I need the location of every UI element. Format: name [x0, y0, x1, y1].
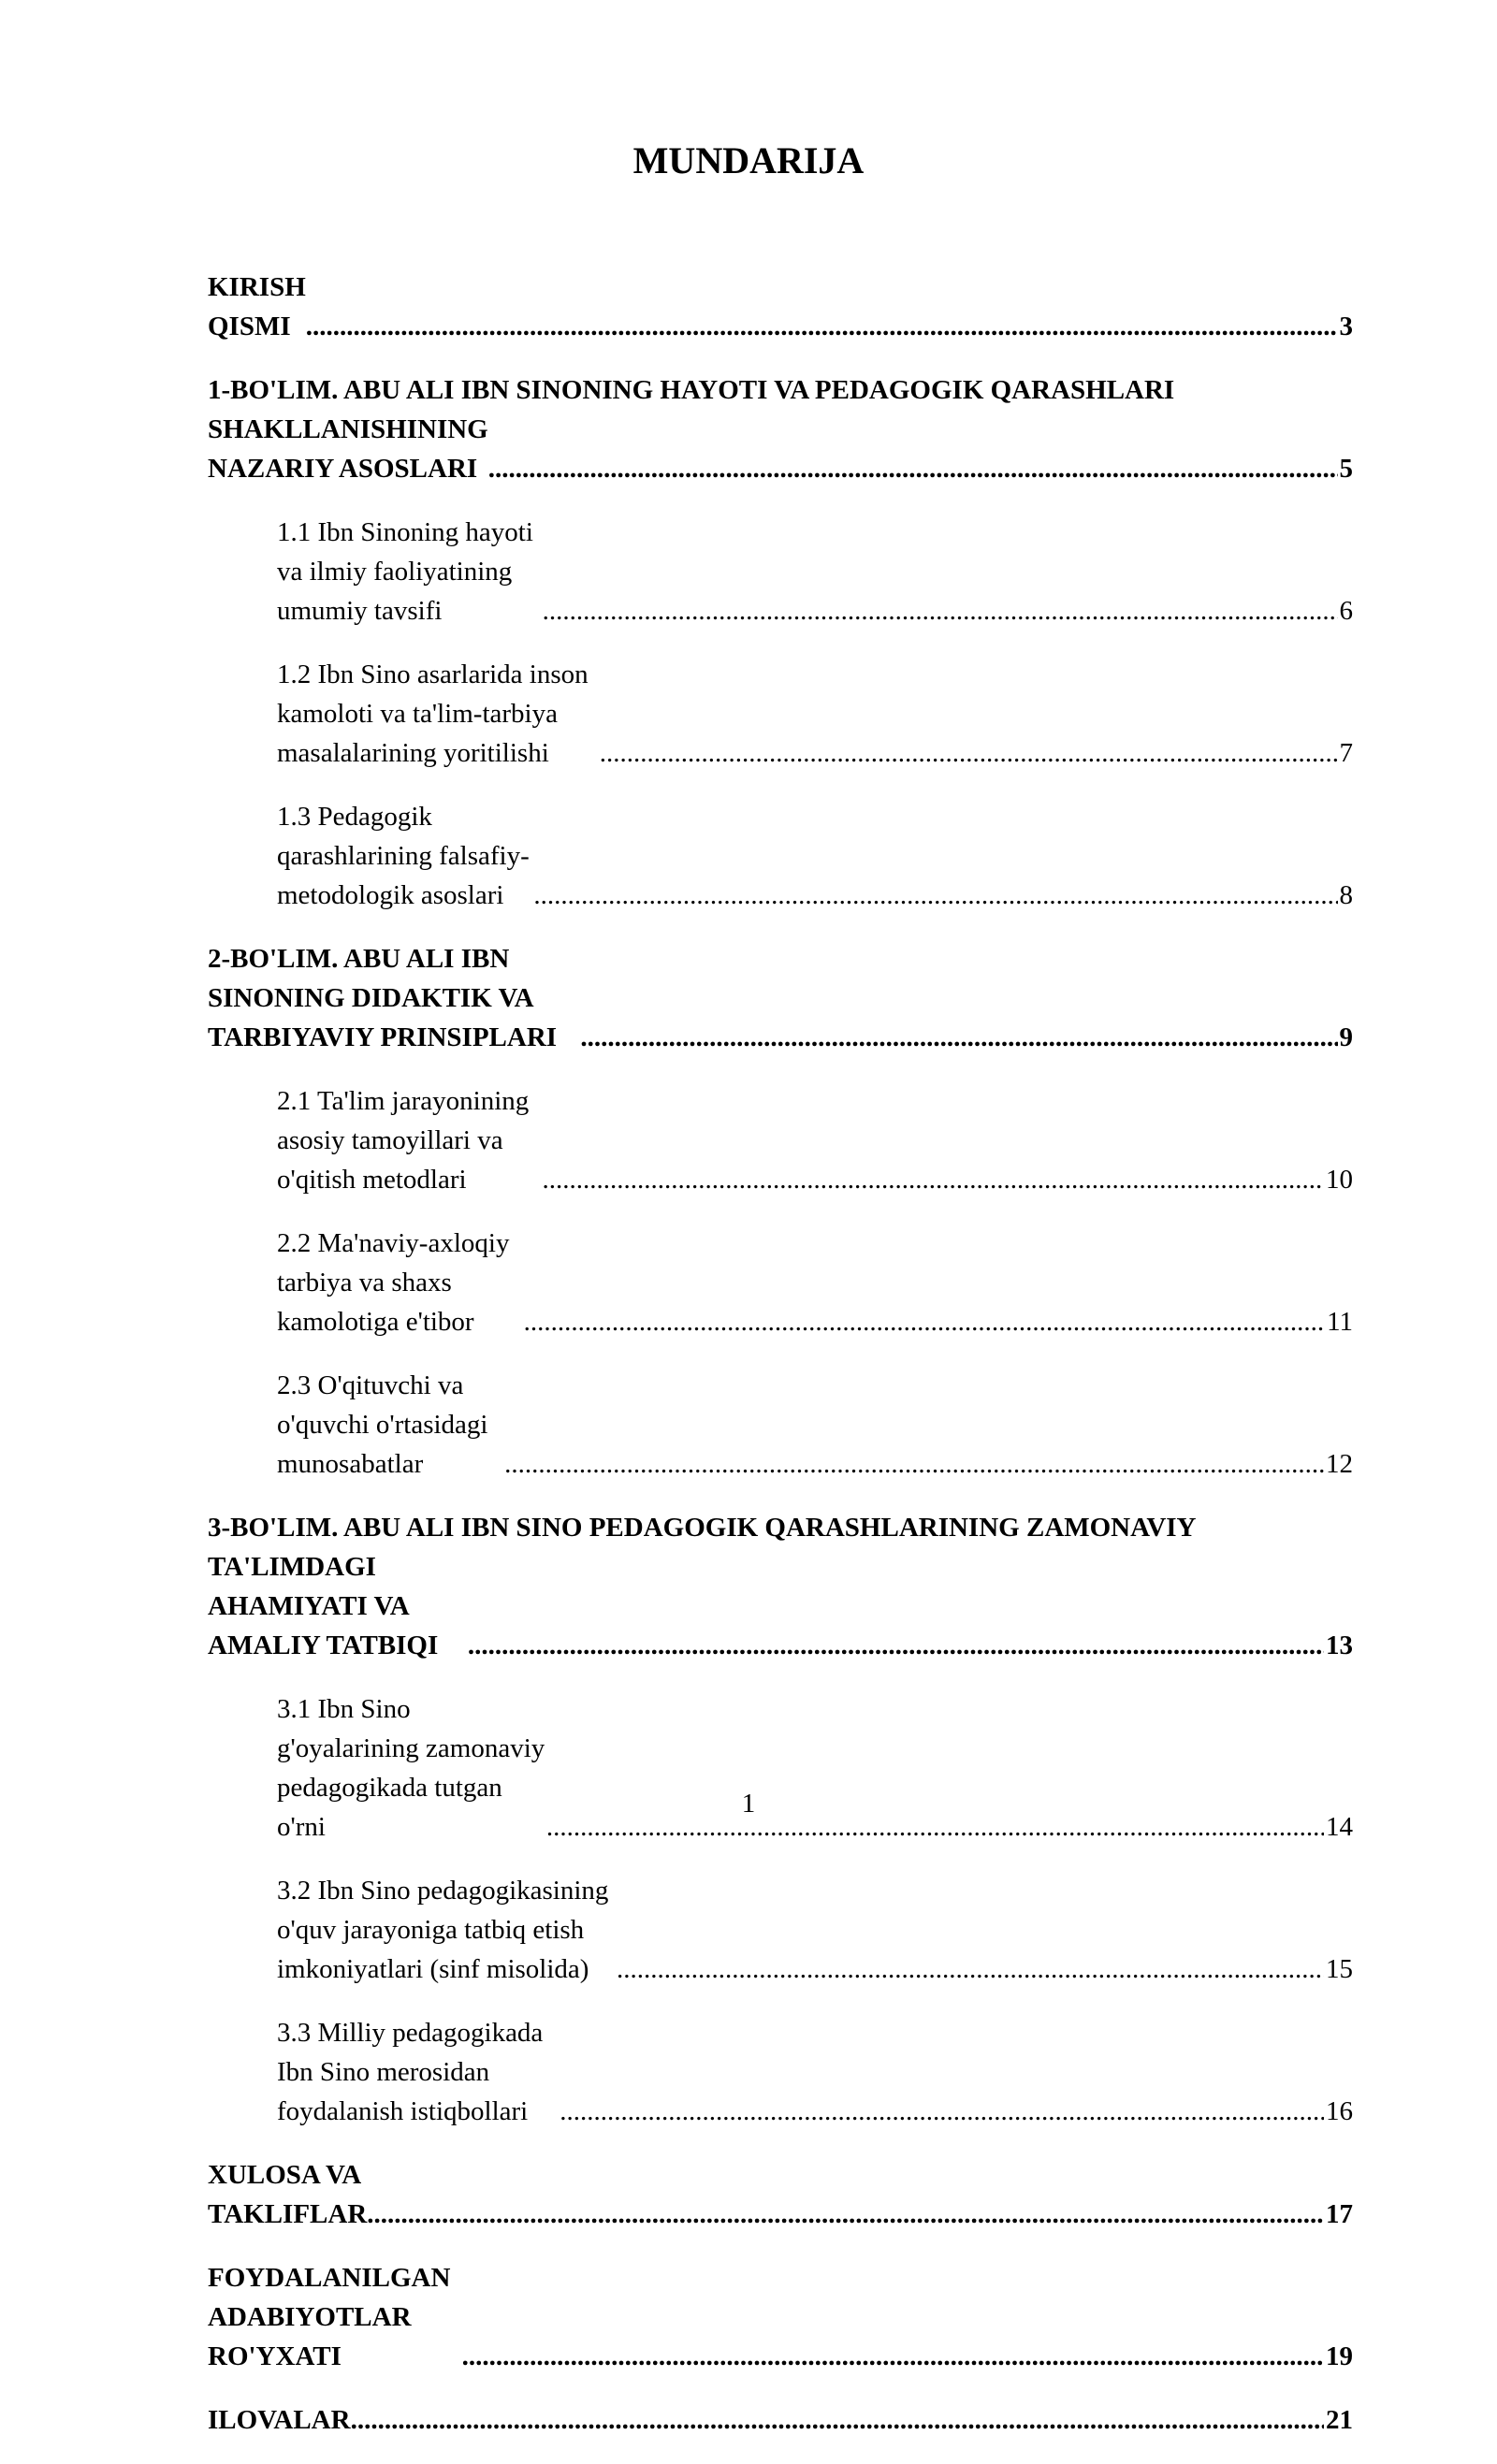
table-of-contents	[208, 268, 1353, 2464]
dot-leader	[488, 449, 1338, 488]
toc-entry-page: 14	[1326, 1812, 1353, 1842]
toc-entry-title-line1: 3-BO'LIM. ABU ALI IBN SINO PEDAGOGIK QARASHLARINING ZAMONAVIY	[208, 1513, 1197, 1543]
toc-entry-1-1[interactable]	[208, 513, 1353, 630]
toc-entry-title: 2.2 Ma'naviy-axloqiy tarbiya va shaxs kamolotiga e'tibor	[277, 1228, 510, 1337]
toc-entry-page: 10	[1326, 1165, 1353, 1195]
dot-leader	[462, 2337, 1324, 2376]
toc-entry-title-line2: TA'LIMDAGI AHAMIYATI VA AMALIY TATBIQI	[208, 1552, 439, 1660]
toc-entry-title: XULOSA VA TAKLIFLAR	[208, 2160, 368, 2229]
toc-entry-title: 3.1 Ibn Sino g'oyalarining zamonaviy pedagogikada tutgan o'rni	[277, 1694, 545, 1842]
toc-entry-page: 11	[1327, 1307, 1353, 1337]
toc-entry-page: 21	[1326, 2405, 1353, 2435]
dot-leader	[600, 733, 1338, 773]
toc-entry-xulosa[interactable]	[208, 2155, 1353, 2234]
toc-entry-1-3[interactable]	[208, 797, 1353, 915]
dot-leader	[533, 876, 1337, 915]
toc-entry-title: 2.1 Ta'lim jarayonining asosiy tamoyillari va o'qitish metodlari	[277, 1086, 530, 1195]
toc-entry-title: 2-BO'LIM. ABU ALI IBN SINONING DIDAKTIK VA TARBIYAVIY PRINSIPLARI	[208, 944, 558, 1052]
toc-entry-page: 8	[1339, 880, 1353, 910]
dot-leader	[580, 1018, 1337, 1057]
toc-entry-title: 1.1 Ibn Sinoning hayoti va ilmiy faoliyatining umumiy tavsifi	[277, 517, 533, 626]
dot-leader	[617, 1949, 1324, 1989]
dot-leader	[504, 1444, 1324, 1484]
toc-entry-title-line2: SHAKLLANISHINING NAZARIY ASOSLARI	[208, 414, 488, 484]
toc-entry-2-3[interactable]	[208, 1366, 1353, 1484]
toc-entry-page: 3	[1339, 312, 1353, 341]
toc-entry-page: 17	[1326, 2199, 1353, 2229]
toc-entry-page: 7	[1339, 738, 1353, 768]
page-title: MUNDARIJA	[632, 139, 865, 181]
toc-entry-1-2[interactable]	[208, 655, 1353, 773]
dot-leader	[524, 1302, 1326, 1341]
toc-entry-2-2[interactable]	[208, 1224, 1353, 1341]
toc-entry-page: 16	[1326, 2096, 1353, 2126]
toc-entry-page: 6	[1339, 596, 1353, 626]
toc-entry-title: 3.3 Milliy pedagogikada Ibn Sino merosidan foydalanish istiqbollari	[277, 2018, 544, 2126]
toc-entry-title: FOYDALANILGAN ADABIYOTLAR RO'YXATI	[208, 2263, 451, 2371]
toc-entry-page: 15	[1326, 1954, 1353, 1984]
toc-entry-page: 19	[1326, 2341, 1353, 2371]
dot-leader	[468, 1626, 1324, 1665]
dot-leader	[367, 2195, 1324, 2234]
dot-leader	[560, 2092, 1324, 2131]
toc-entry-3-1[interactable]	[208, 1689, 1353, 1847]
toc-entry-3-2[interactable]	[208, 1871, 1353, 1989]
toc-entry-page: 9	[1339, 1022, 1353, 1052]
toc-entry-page: 5	[1339, 454, 1353, 484]
dot-leader	[351, 2400, 1324, 2440]
toc-entry-title: 1.3 Pedagogik qarashlarining falsafiy-metodologik asoslari	[277, 802, 530, 910]
toc-entry-title: KIRISH QISMI	[208, 272, 306, 341]
toc-entry-title: 3.2 Ibn Sino pedagogikasining o'quv jarayoniga tatbiq etish imkoniyatlari (sinf misolida)	[277, 1876, 609, 1984]
toc-entry-section-1[interactable]	[208, 370, 1353, 488]
page-number: 1	[741, 1789, 756, 1819]
toc-entry-title: 1.2 Ibn Sino asarlarida inson kamoloti va ta'lim-tarbiya masalalarining yoritilishi	[277, 659, 589, 768]
dot-leader	[542, 1160, 1324, 1199]
toc-entry-page: 13	[1326, 1631, 1353, 1660]
toc-entry-adabiyotlar[interactable]	[208, 2258, 1353, 2376]
toc-entry-page: 12	[1326, 1449, 1353, 1479]
toc-entry-title: ILOVALAR	[208, 2405, 351, 2435]
toc-entry-ilovalar[interactable]	[208, 2400, 1353, 2440]
dot-leader	[306, 307, 1338, 346]
toc-entry-3-3[interactable]	[208, 2013, 1353, 2131]
toc-entry-kirish[interactable]	[208, 268, 1353, 346]
toc-entry-section-2[interactable]	[208, 939, 1353, 1057]
toc-entry-title-line1: 1-BO'LIM. ABU ALI IBN SINONING HAYOTI VA PEDAGOGIK QARASHLARI	[208, 375, 1175, 405]
dot-leader	[543, 591, 1338, 630]
toc-entry-title: 2.3 O'qituvchi va o'quvchi o'rtasidagi munosabatlar	[277, 1370, 488, 1479]
toc-entry-section-3[interactable]	[208, 1508, 1353, 1665]
toc-entry-2-1[interactable]	[208, 1081, 1353, 1199]
